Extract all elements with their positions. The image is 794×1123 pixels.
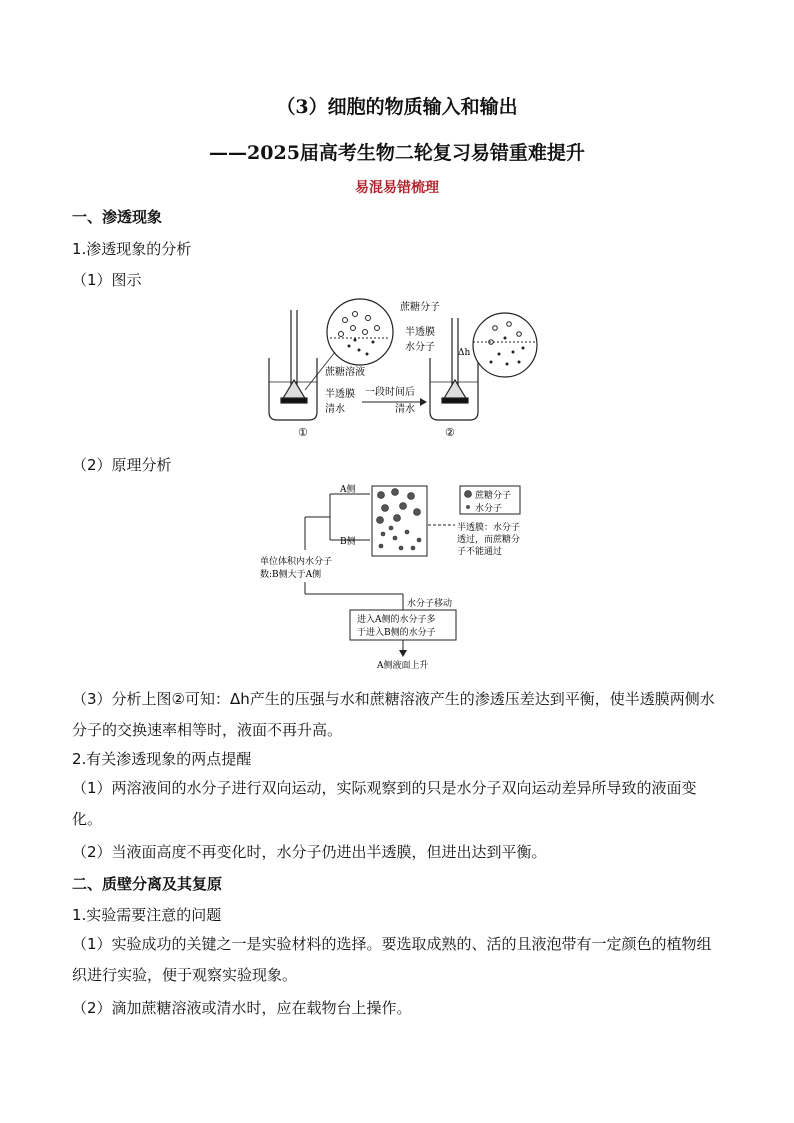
box-line-2: 于进入B侧的水分子 [357,628,436,638]
reminder-2: （2）当液面高度不再变化时，水分子仍进出半透膜，但进出达到平衡。 [72,843,547,861]
experiment-note-1: （1）实验成功的关键之一是实验材料的选择。要选取成熟的、活的且液泡带有一定颜色的植物组织进行实验，便于观察实验现象。 [72,935,712,984]
label-b-side: B侧 [340,537,356,547]
subheading-two-reminders: 2.有关渗透现象的两点提醒 [72,750,252,768]
label-water-moves: 水分子移动 [407,599,453,609]
unit-note-2: 数:B侧大于A侧 [260,570,322,580]
label-after-time: 一段时间后 [365,387,415,398]
item-diagram-label: （1）图示 [72,271,142,289]
label-water-molecule: 水分子 [405,342,435,353]
label-membrane: 半透膜 [325,389,355,400]
legend-water: 水分子 [475,504,503,514]
label-membrane-top: 半透膜 [405,327,435,338]
membrane-note-3: 子不能通过 [457,547,503,557]
label-figure-1: ① [298,426,308,439]
reminder-1: （1）两溶液间的水分子进行双向运动，实际观察到的只是水分子双向运动差异所导致的液面变化。 [72,779,697,828]
box-line-1: 进入A侧的水分子多 [357,615,436,625]
section-tag: 易混易错梳理 [355,180,439,196]
legend-sucrose: 蔗糖分子 [475,491,512,501]
subheading-osmosis-analysis: 1.渗透现象的分析 [72,240,192,258]
beaker-right [430,318,478,420]
page-title: （3）细胞的物质输入和输出 [276,96,518,118]
label-a-side: A侧 [340,485,356,495]
beaker-left [269,310,317,420]
unit-note-1: 单位体积内水分子 [260,557,333,567]
principle-flowchart [255,482,555,677]
label-sucrose-solution: 蔗糖溶液 [325,367,365,378]
analysis-paragraph: （3）分析上图②可知：Δh产生的压强与水和蔗糖溶液产生的渗透压差达到平衡，使半透膜两侧水分子的交换速率相等时，液面不再升高。 [72,690,715,739]
section-heading-osmosis: 一、渗透现象 [72,208,163,226]
subheading-experiment-notes: 1.实验需要注意的问题 [72,906,222,924]
magnifier-right [473,313,537,377]
label-water-right: 清水 [395,404,415,415]
membrane-note-2: 透过，而蔗糖分 [457,535,521,545]
label-a-side-rises: A侧液面上升 [377,661,429,671]
experiment-note-2: （2）滴加蔗糖溶液或清水时，应在载物台上操作。 [72,999,412,1017]
membrane-note-1: 半透膜：水分子 [457,523,521,533]
osmosis-apparatus-figure [255,290,545,440]
page-subtitle: ——2025届高考生物二轮复习易错重难提升 [209,142,585,164]
label-water-left: 清水 [325,404,345,415]
label-delta-h: Δh [458,348,471,358]
label-figure-2: ② [445,426,455,439]
item-principle-label: （2）原理分析 [72,456,172,474]
section-heading-plasmolysis: 二、质壁分离及其复原 [72,875,223,893]
label-sucrose-molecule: 蔗糖分子 [400,302,440,313]
